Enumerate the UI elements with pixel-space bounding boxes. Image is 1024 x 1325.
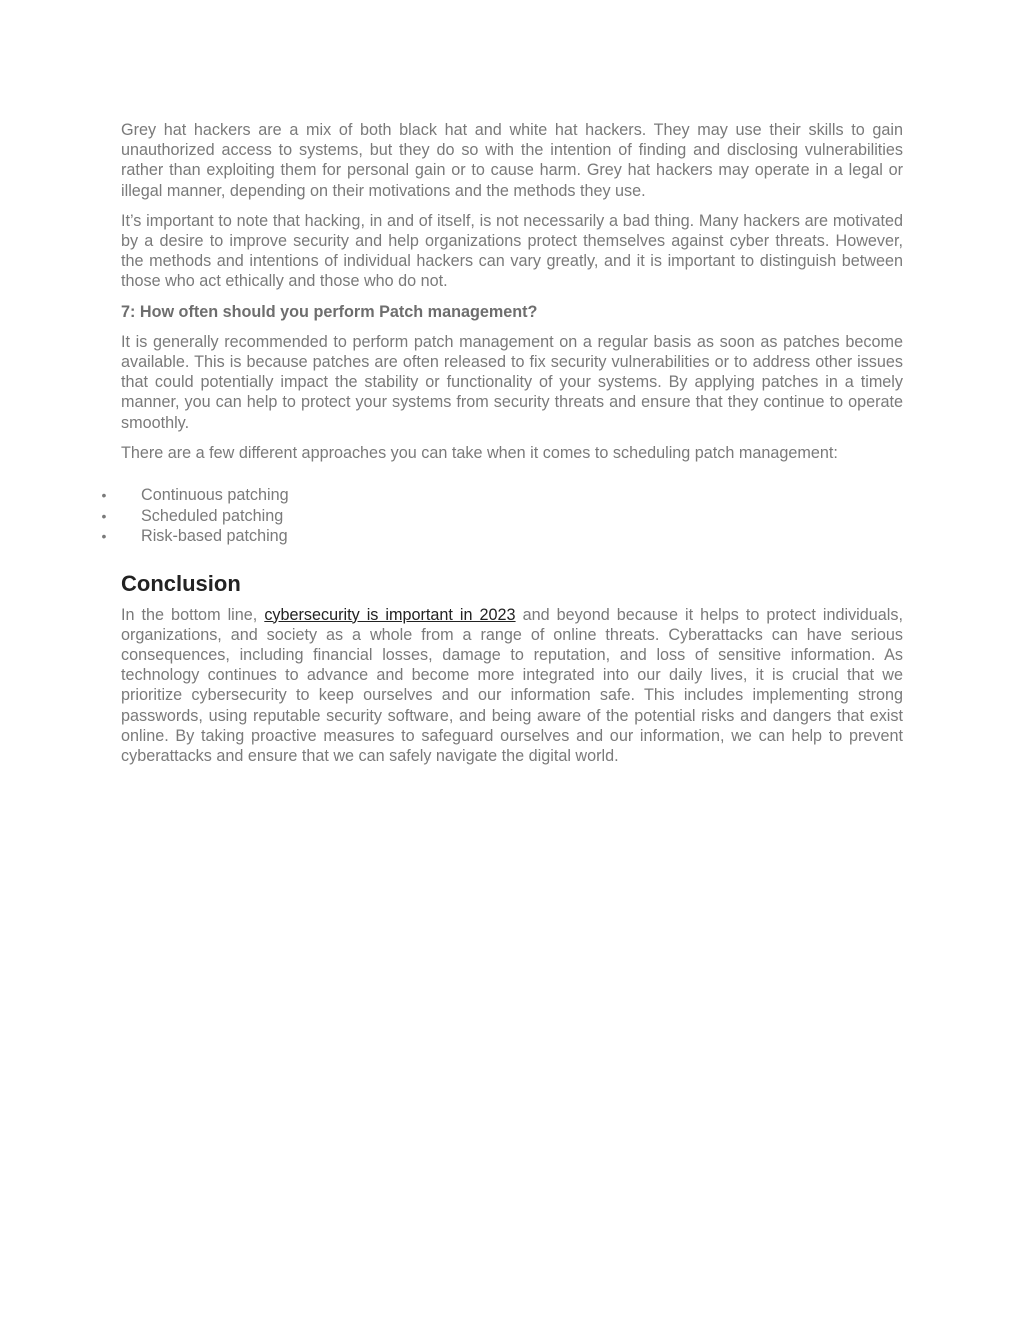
conclusion-heading: Conclusion: [121, 570, 241, 596]
list-item: [101, 506, 903, 527]
patching-approaches-list: [101, 485, 903, 547]
hacking-note-paragraph: It’s important to note that hacking, in and of itself, is not necessarily a bad thing. Many hackers are motivated by a desire to improve security and help organizations protect themselves against cyber threats. However, the methods and intentions of individual hackers can vary greatly, and it is important to distinguish between those who act ethically and those who do not.: [121, 211, 903, 291]
patch-management-paragraph: It is generally recommended to perform patch management on a regular basis as soon as patches become available. This is because patches are often released to fix security vulnerabilities or to address other issues that could potentially impact the stability or functionality of your systems. By applying patches in a timely manner, you can help to protect your systems from security threats and ensure that they continue to operate smoothly.: [121, 332, 903, 432]
list-item-label: Continuous patching: [141, 486, 289, 505]
approaches-intro-paragraph: There are a few different approaches you can take when it comes to scheduling patch management:: [121, 443, 838, 462]
bullet-icon: •: [101, 487, 107, 504]
list-item-label: Risk-based patching: [141, 527, 288, 546]
cybersecurity-2023-link[interactable]: cybersecurity is important in 2023: [264, 605, 516, 624]
bullet-icon: •: [101, 507, 107, 524]
patch-management-heading: 7: How often should you perform Patch management?: [121, 302, 538, 321]
list-item-label: Scheduled patching: [141, 506, 284, 525]
conclusion-paragraph: [121, 605, 903, 767]
conclusion-suffix: and beyond because it helps to protect individuals, organizations, and society as a whole from a range of online threats. Cyberattacks can have serious consequences, including financial losses, damage to reputation, and loss of sensitive information. As technology continues to advance and become more integrated into our daily lives, it is crucial that we prioritize cybersecurity to keep ourselves and our information safe. This includes implementing strong passwords, using reputable security software, and being aware of the potential risks and dangers that exist online. By taking proactive measures to safeguard ourselves and our information, we can help to prevent cyberattacks and ensure that we can safely navigate the digital world.: [121, 605, 903, 765]
conclusion-prefix: In the bottom line,: [121, 605, 265, 624]
bullet-icon: •: [101, 528, 107, 545]
grey-hat-paragraph: Grey hat hackers are a mix of both black hat and white hat hackers. They may use their skills to gain unauthorized access to systems, but they do so with the intention of finding and disclosing vulnerabilities rather than exploiting them for personal gain or to cause harm. Grey hat hackers may operate in a legal or illegal manner, depending on their motivations and the methods they use.: [121, 121, 903, 200]
list-item: [101, 526, 903, 547]
list-item: [101, 485, 903, 506]
document-page: [101, 120, 903, 776]
